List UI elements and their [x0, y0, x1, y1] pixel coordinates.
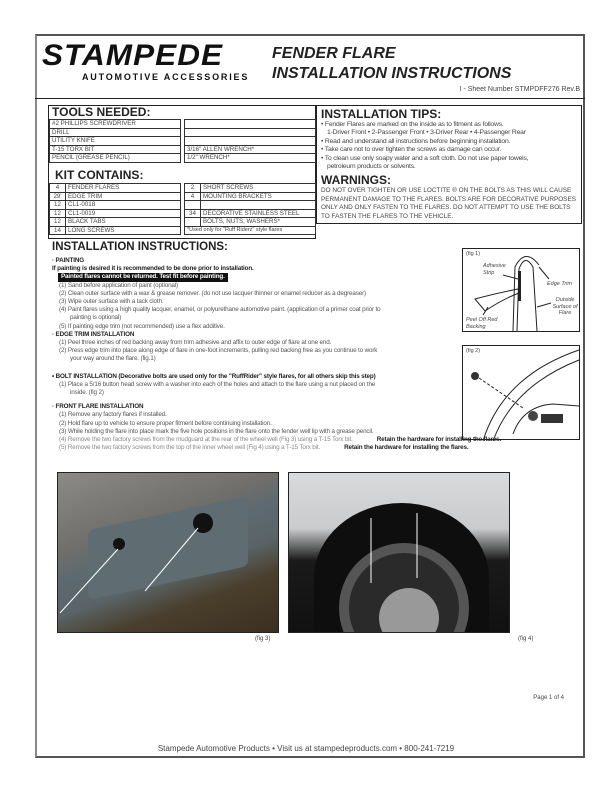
page-number: Page 1 of 4 [533, 695, 564, 701]
tool-item: 1/2" WRENCH* [185, 154, 316, 163]
bolt-illustration [463, 346, 581, 441]
painting-warning-highlight: Painted flares cannot be returned. Test fit before painting. [58, 273, 228, 281]
kit-qty: 12 [50, 209, 66, 218]
kit-qty: 34 [185, 209, 201, 218]
tool-item: UTILITY KNIFE [50, 137, 181, 146]
tips-box [316, 105, 582, 224]
step: (2) Hold flare up to vehicle to ensure proper fitment before continuing installation. [59, 419, 272, 427]
step: (5) Remove the two factory screws from the top of the inner wheel well (Fig 4) using a T-15 Torx bit. [59, 444, 321, 452]
step: (1) Place a 5/16 button head screw with a washer into each of the holes and attach to the flare using a nut placed on the [59, 380, 376, 388]
kit-item: FENDER FLARES [66, 184, 181, 193]
kit-qty: 29' [50, 192, 66, 201]
step: (1) Sand before application of paint (optional) [59, 281, 178, 289]
kit-item: DECORATIVE STAINLESS STEEL [201, 209, 316, 218]
tip-item: • Fender Flares are marked on the inside as to fitment as follows. [321, 121, 504, 128]
tip-item: 1-Driver Front • 2-Passenger Front • 3-Driver Rear • 4-Passenger Rear [327, 129, 526, 137]
kit-table-left [49, 183, 181, 235]
kit-qty [185, 218, 201, 227]
tools-kit-box [48, 105, 316, 239]
document-title [272, 44, 511, 84]
kit-item: MOUNTING BRACKETS [201, 192, 316, 201]
fig3-caption: (fig 3) [255, 636, 271, 642]
tool-item: DRILL [50, 128, 181, 137]
tip-item: • To clean use only soapy water and a soft cloth. Do not use paper towels, [321, 154, 529, 162]
retain-note: Retain the hardware for installing the flares. [344, 444, 469, 452]
fig-label: (fig 2) [466, 348, 481, 354]
header-divider [35, 98, 585, 99]
step: inside. (fig 2) [70, 389, 104, 397]
kit-qty: 14 [50, 226, 66, 235]
tip-item: petroleum products or solvents. [327, 163, 416, 171]
kit-item: LONG SCREWS [66, 226, 181, 235]
painting-intro: If painting is desired it is recommended to be done prior to installation. [52, 265, 254, 273]
kit-item: SHORT SCREWS [201, 184, 316, 193]
fig3-photo [57, 472, 279, 633]
tool-item: T-15 TORX BIT [50, 145, 181, 154]
tool-item [185, 137, 316, 146]
fig-label: (fig 1) [466, 251, 481, 257]
step: (2) Clean outer surface with a wax & grease remover. (do not use lacquer thinner or enamel reducer as a degreaser) [59, 289, 367, 297]
step: (2) Press edge trim into place along edge of flare in one-foot increments, pulling red backing free as you continue to work [59, 347, 378, 355]
sheet-number: I - Sheet Number STMPDFF276 Rev.B [459, 86, 580, 93]
tool-item [185, 128, 316, 137]
kit-table-right [184, 183, 316, 235]
section-title: · PAINTING [52, 257, 84, 264]
fig4-photo [288, 472, 510, 633]
fig1-label-peel: Peel Off Red Backing [466, 317, 498, 330]
tool-item: PENCIL (GREASE PENCIL) [50, 154, 181, 163]
kit-qty: 4 [185, 192, 201, 201]
instructions-heading: INSTALLATION INSTRUCTIONS: [52, 241, 228, 253]
title-line-1: FENDER FLARE [272, 45, 396, 62]
kit-item: EDGE TRIM [66, 192, 181, 201]
tools-table-left [49, 119, 181, 163]
step: (1) Remove any factory flares if installed. [59, 411, 167, 419]
kit-item: BLACK TABS [66, 218, 181, 227]
fig2-diagram [462, 345, 580, 440]
section-title: · EDGE TRIM INSTALLATION [52, 330, 135, 338]
kit-item: CL1-0018 [66, 201, 181, 210]
step: (5) If painting edge trim (not recommended) use a flex additive. [59, 322, 225, 330]
section-title: • BOLT INSTALLATION (Decorative bolts are used only for the "RuffRider" style flares, for all others skip this step) [52, 372, 376, 380]
kit-item: CL1-0019 [66, 209, 181, 218]
kit-qty: 12 [50, 201, 66, 210]
tip-item: • Take care not to over tighten the screws as damage can occur. [321, 146, 502, 154]
kit-item: BOLTS, NUTS, WASHERS* [201, 218, 316, 227]
kit-qty: 4 [50, 184, 66, 193]
step: (3) Wipe outer surface with a tack cloth. [59, 298, 164, 306]
kit-qty [185, 201, 201, 210]
section-title: · FRONT FLARE INSTALLATION [52, 403, 144, 411]
tool-item: #2 PHILLIPS SCREWDRIVER [50, 120, 181, 129]
kit-qty: 2 [185, 184, 201, 193]
fig1-label-adhesive: Adhesive Strip [483, 263, 506, 276]
stampede-logo [42, 40, 257, 82]
tips-heading: INSTALLATION TIPS: [321, 107, 442, 121]
step: painting is optional) [70, 314, 122, 322]
logo-text: STAMPEDE [42, 39, 224, 72]
fig1-label-outside: Outside Surface of Flare [552, 297, 578, 316]
title-line-2: INSTALLATION INSTRUCTIONS [272, 65, 512, 82]
step: (3) While holding the flare into place mark the five hole positions in the flare onto the fender well lip with a grease pencil. [59, 427, 374, 435]
fig4-caption: (fig 4) [518, 636, 534, 642]
step: (4) Paint flares using a high quality lacquer, enamel, or polyurethane automotive paint. (application of a primer coat prior to [59, 306, 381, 314]
footer-contact: Stampede Automotive Products • Visit us at stampedeproducts.com • 800-241-7219 [157, 744, 455, 753]
tools-table-right [184, 119, 316, 163]
kit-item [201, 201, 316, 210]
warnings-heading: WARNINGS: [321, 173, 391, 188]
fig1-diagram [462, 248, 580, 332]
kit-qty: 12 [50, 218, 66, 227]
tools-heading: TOOLS NEEDED: [52, 105, 151, 119]
fig1-label-edge: Edge Trim [547, 281, 572, 287]
kit-note: *Used only for "Ruff Riderz" style flares [185, 226, 316, 235]
step: your way around the flare. (fig.1) [70, 355, 156, 363]
retain-note: Retain the hardware for installing the flares. [376, 436, 502, 444]
kit-heading: KIT CONTAINS: [55, 168, 144, 182]
tool-item: 3/16" ALLEN WRENCH* [185, 145, 316, 154]
step: (1) Peel three inches of red backing away from trim adhesive and affix to outer edge of flare at one end. [59, 339, 332, 347]
logo-subtext: AUTOMOTIVE ACCESSORIES [82, 72, 250, 82]
tool-item [185, 120, 316, 129]
step: (4) Remove the two factory screws from the mudguard at the rear of the wheel well (Fig 3) using a T-15 Torx bit. [59, 436, 353, 444]
warnings-text: DO NOT OVER TIGHTEN OR USE LOCTITE ® ON THE BOLTS AS THIS WILL CAUSE PERMANENT DAMAGE TO THE FLARES. BOLTS ARE FOR DECORATIVE PURPOSES ONLY AND ONLY FASTEN TO THE FLARES. DO NOT ATTEMPT TO USE THE BOLTS TO FASTEN THE FLARES TO THE VEHICLE. [321, 187, 576, 220]
tip-item: • Read and understand all instructions before beginning installation. [321, 137, 511, 145]
